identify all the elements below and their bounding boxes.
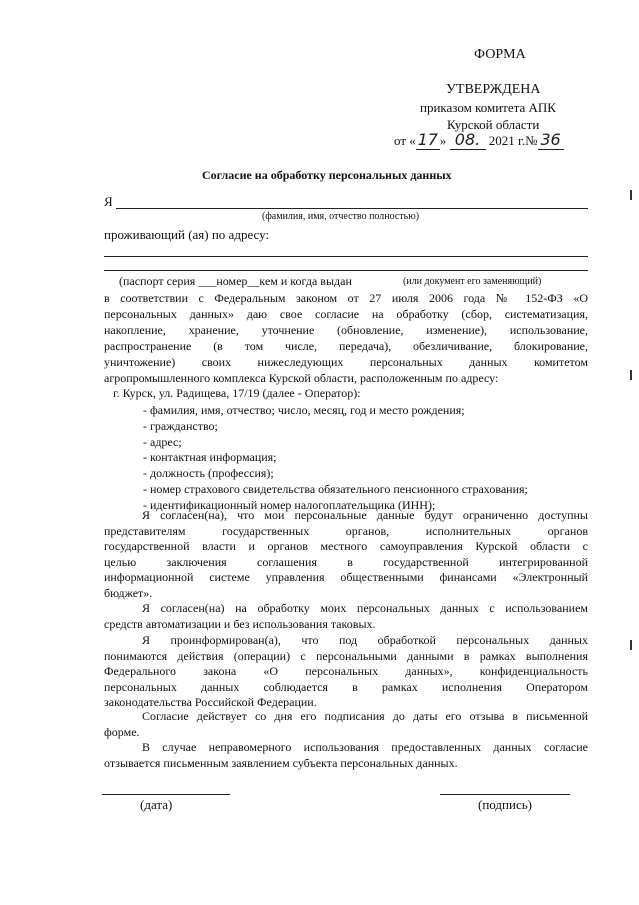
- operator-address: г. Курск, ул. Радищева, 17/19 (далее - Оператор):: [113, 386, 361, 400]
- text-line: Я проинформирован(а), что под обработкой персональных данных: [142, 633, 588, 647]
- passport-line: (паспорт серия ___номер__кем и когда выдан: [119, 274, 352, 288]
- text-line: распространение (в том числе, передача), обезличивание, блокирование,: [104, 339, 588, 353]
- scan-mark: [630, 190, 632, 200]
- text-line: бюджет».: [104, 585, 153, 600]
- text-line: информационной системе управления общественными финансами «Электронный: [104, 570, 588, 584]
- approved-label: УТВЕРЖДЕНА: [446, 82, 541, 97]
- handwritten-order-number: 36: [538, 130, 564, 150]
- text-line: средств автоматизации и без использования таковых.: [104, 616, 376, 631]
- handwritten-month: 08.: [450, 130, 486, 150]
- paragraph-validity: [104, 709, 588, 740]
- text-line: целью заключения соглашения в государственной интегрированной: [104, 554, 588, 569]
- consent-intro: [104, 290, 588, 386]
- text-line: Я согласен(на) на обработку моих персональных данных с использованием: [142, 601, 588, 615]
- scan-mark: [630, 640, 632, 650]
- text-line: государственной власти и органов местного самоуправления Курской области с: [104, 539, 588, 553]
- date-label: (дата): [140, 797, 173, 812]
- list-item: - гражданство;: [143, 418, 218, 433]
- sign-label: (подпись): [478, 797, 532, 812]
- text-line: Согласие действует со дня его подписания до даты его отзыва в письменной: [142, 709, 588, 723]
- address-field-line-1[interactable]: [104, 256, 588, 257]
- text-line: персональных данных» даю свое согласие на обработку (сбор, систематизация,: [104, 307, 588, 321]
- text-line: уничтожение) своих нижеследующих персональных данных комитетом: [104, 355, 588, 369]
- name-hint: (фамилия, имя, отчество полностью): [262, 211, 420, 222]
- address-field-line-2[interactable]: [104, 270, 588, 271]
- form-label: ФОРМА: [474, 47, 526, 62]
- list-item: - должность (профессия);: [143, 466, 274, 481]
- handwritten-day: 17: [417, 130, 438, 149]
- list-item: - номер страхового свидетельства обязательного пенсионного страхования;: [143, 481, 528, 496]
- scan-mark: [630, 370, 632, 380]
- list-item: - контактная информация;: [143, 450, 277, 465]
- text-line: Федерального закона «О персональных данных», конфиденциальность: [104, 664, 588, 678]
- list-item: - фамилия, имя, отчество; число, месяц, год и место рождения;: [143, 403, 465, 417]
- order-date: от « 17 » 08. 2021 г.№ 36: [394, 130, 564, 150]
- name-prefix: Я: [104, 194, 113, 209]
- order-line-2: Курской области: [447, 117, 540, 132]
- text-line: Я согласен(на), что мои персональные данные будут ограниченно доступны: [142, 508, 588, 522]
- sign-signature-line[interactable]: [440, 794, 570, 795]
- name-field-line[interactable]: [116, 208, 588, 209]
- paragraph-automation: [104, 601, 588, 632]
- address-label: проживающий (ая) по адресу:: [104, 227, 270, 242]
- text-line: законодательства Российской Федерации.: [104, 695, 317, 709]
- data-items-list: [143, 403, 528, 514]
- list-item: - адрес;: [143, 434, 182, 449]
- paragraph-access: [104, 508, 588, 601]
- text-line: представителям государственных органов, исполнительных органов: [104, 523, 588, 538]
- text-line: агропромышленного комплекса Курской области, расположенным по адресу:: [104, 371, 499, 385]
- text-line: В случае неправомерного использования предоставленных данных согласие: [142, 740, 588, 754]
- paragraph-informed: [104, 633, 588, 711]
- text-line: понимаются действия (операции) с персональными данными в рамках выполнения: [104, 648, 588, 663]
- page-title: Согласие на обработку персональных данных: [202, 168, 452, 182]
- order-line-1: приказом комитета АПК: [420, 100, 556, 115]
- list-item: - идентификационный номер налогоплательщика (ИНН);: [143, 497, 436, 512]
- text-line: персональных данных соблюдается в рамках исполнения Оператором: [104, 679, 588, 694]
- date-signature-line[interactable]: [102, 794, 230, 795]
- text-line: в соответствии с Федеральным законом от 27 июля 2006 года № 152-ФЗ «О: [104, 291, 588, 305]
- passport-alt: (или документ его заменяющий): [403, 276, 542, 287]
- text-line: отзывается письменным заявлением субъекта персональных данных.: [104, 755, 458, 770]
- paragraph-revocation: [104, 740, 588, 771]
- text-line: накопление, хранение, уточнение (обновление, изменение), использование,: [104, 323, 588, 337]
- text-line: форме.: [104, 724, 140, 739]
